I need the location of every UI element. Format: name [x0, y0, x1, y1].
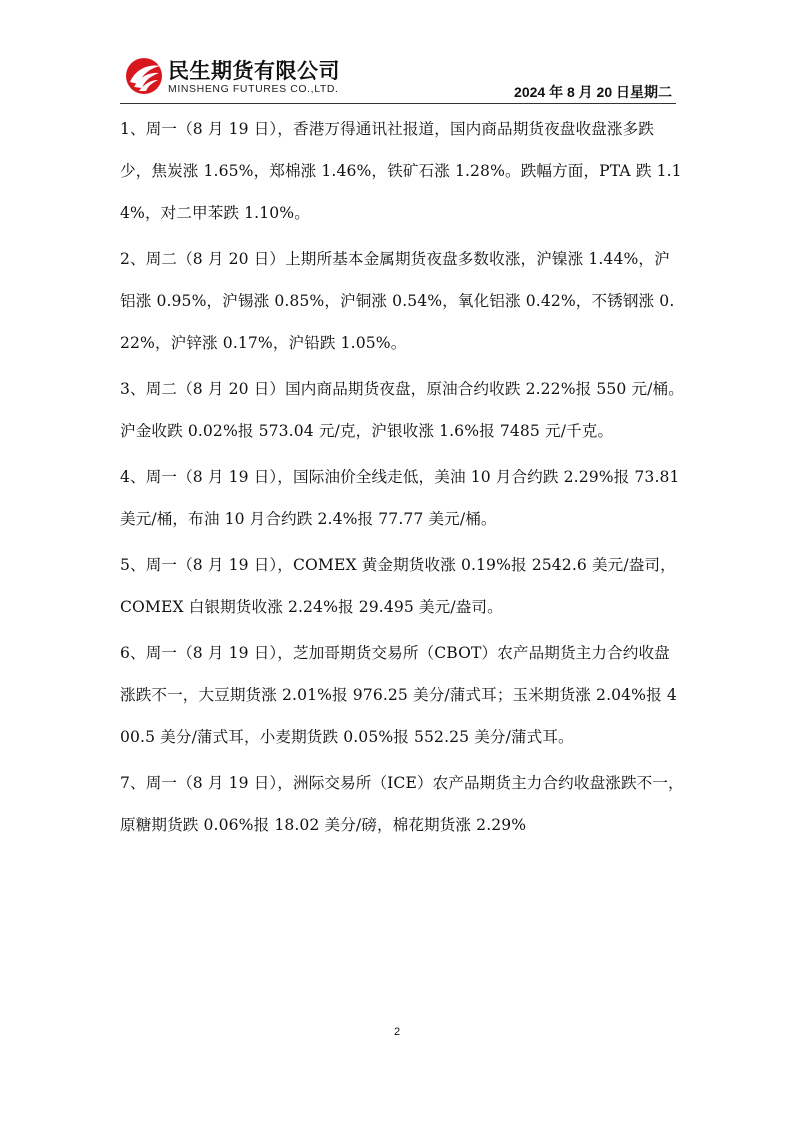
company-name-cn: 民生期货有限公司: [168, 59, 340, 83]
news-item-7: 7、周一（8 月 19 日），洲际交易所（ICE）农产品期货主力合约收盘涨跌不一，原糖期货跌 0.06%报 18.02 美分/磅，棉花期货涨 2.29%: [120, 774, 684, 834]
news-item-5: 5、周一（8 月 19 日），COMEX 黄金期货收涨 0.19%报 2542.6 美元/盎司，COMEX 白银期货收涨 2.24%报 29.495 美元/盎司。: [120, 556, 676, 616]
page-number: 2: [393, 1026, 401, 1038]
news-item-1: 1、周一（8 月 19 日），香港万得通讯社报道，国内商品期货夜盘收盘涨多跌少，焦炭涨 1.65%，郑棉涨 1.46%，铁矿石涨 1.28%。跌幅方面，PTA 跌 1.14%，对二甲苯跌 1.10%。: [120, 120, 682, 222]
report-date: 2024 年 8 月 20 日星期二: [514, 84, 672, 100]
news-item-3: 3、周二（8 月 20 日）国内商品期货夜盘，原油合约收跌 2.22%报 550 元/桶。沪金收跌 0.02%报 573.04 元/克，沪银收涨 1.6%报 7485 元/千克。: [120, 380, 684, 440]
minsheng-logo-icon: [124, 56, 164, 96]
header-divider: [120, 103, 676, 104]
company-logo: [120, 52, 370, 102]
page-header: [120, 52, 676, 104]
news-item-2: 2、周二（8 月 20 日）上期所基本金属期货夜盘多数收涨，沪镍涨 1.44%，沪铝涨 0.95%，沪锡涨 0.85%，沪铜涨 0.54%，氧化铝涨 0.42%，不锈钢涨 0.22%，沪锌涨 0.17%，沪铅跌 1.05%。: [120, 250, 675, 352]
company-name-en: MINSHENG FUTURES CO.,LTD.: [168, 83, 339, 95]
news-item-4: 4、周一（8 月 19 日），国际油价全线走低，美油 10 月合约跌 2.29%报 73.81 美元/桶，布油 10 月合约跌 2.4%报 77.77 美元/桶。: [120, 468, 680, 528]
news-item-6: 6、周一（8 月 19 日），芝加哥期货交易所（CBOT）农产品期货主力合约收盘涨跌不一，大豆期货涨 2.01%报 976.25 美分/蒲式耳；玉米期货涨 2.04%报 400.5 美分/蒲式耳，小麦期货跌 0.05%报 552.25 美分/蒲式耳。: [120, 644, 677, 746]
news-list: [120, 108, 684, 850]
